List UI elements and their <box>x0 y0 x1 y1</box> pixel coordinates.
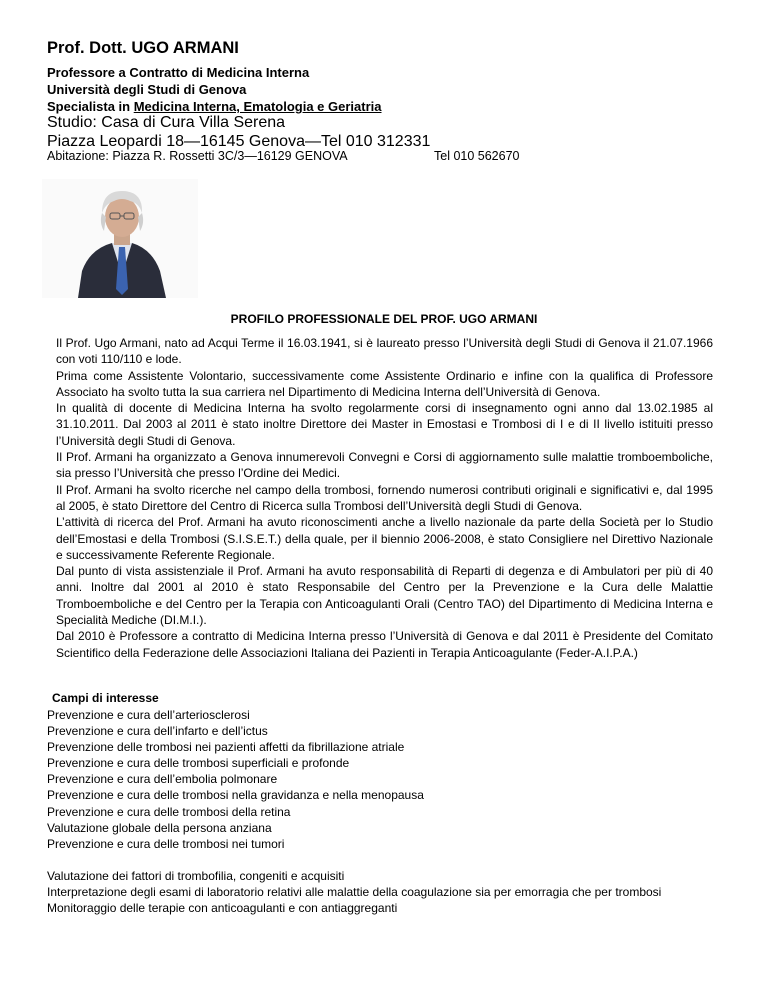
interests-title: Campi di interesse <box>52 691 159 705</box>
profile-paragraph: Il Prof. Armani ha svolto ricerche nel campo della trombosi, fornendo numerosi contributi originali e significativi e, dal 1995 al 2005, è stato Direttore del Centro di Ricerca sulla Trombosi dell’Università degli Studi di Genova. <box>56 482 713 513</box>
profile-paragraph: Prima come Assistente Volontario, successivamente come Assistente Ordinario e infine con la qualifica di Professore Associato ha svolto tutta la sua carriera nel Dipartimento di Medicina Interna dell’Università di Genova. <box>56 368 713 399</box>
list-item: Prevenzione delle trombosi nei pazienti affetti da fibrillazione atriale <box>47 740 405 755</box>
list-item: Monitoraggio delle terapie con anticoagulanti e con antiaggreganti <box>47 901 398 916</box>
specialist-line <box>47 99 382 114</box>
role-line: Professore a Contratto di Medicina Interna <box>47 65 310 80</box>
profile-paragraph: L’attività di ricerca del Prof. Armani ha avuto riconoscimenti anche a livello nazionale da parte della Società per lo Studio dell’Emostasi e della Trombosi (S.I.S.E.T.) della quale, per il biennio 2006-2008, è stato Consigliere nel Direttivo Nazionale e successivamente Referente Regionale. <box>56 515 713 562</box>
specialist-fields: Medicina Interna, Ematologia e Geriatria <box>133 99 382 114</box>
studio-line: Studio: Casa di Cura Villa Serena <box>47 114 286 131</box>
profile-body <box>56 335 713 661</box>
list-item: Prevenzione e cura dell’arteriosclerosi <box>47 708 250 722</box>
profile-paragraph: Dal 2010 è Professore a contratto di Medicina Interna presso l’Università di Genova e dal 2011 è Presidente del Comitato Scientifico della Federazione delle Associazioni Italiana dei Pazienti in Terapia Anticoagulante (Feder-A.I.P.A.) <box>56 629 713 660</box>
portrait-photo <box>42 179 198 298</box>
profile-paragraph: In qualità di docente di Medicina Interna ha svolto regolarmente corsi di insegnamento ogni anno dal 13.02.1985 al 31.10.2011. Dal 2003 al 2011 è stato inoltre Direttore dei Master in Emostasi e Trombosi di I e di II livello istituiti presso l’Università degli Studi di Genova. <box>56 401 713 448</box>
list-item: Prevenzione e cura delle trombosi nei tumori <box>47 836 285 851</box>
list-item: Prevenzione e cura dell’infarto e dell’ictus <box>47 724 268 739</box>
list-item: Interpretazione degli esami di laboratorio relativi alle malattie della coagulazione sia per emorragia che per trombosi <box>47 885 662 900</box>
list-item: Prevenzione e cura delle trombosi della retina <box>47 804 291 819</box>
list-item: Valutazione dei fattori di trombofilia, congeniti e acquisiti <box>47 869 345 883</box>
home-phone: Tel 010 562670 <box>434 149 520 163</box>
profile-paragraph: Il Prof. Ugo Armani, nato ad Acqui Terme il 16.03.1941, si è laureato presso l’Università degli Studi di Genova il 21.07.1966 con voti 110/110 e lode. <box>56 336 713 367</box>
studio-address: Piazza Leopardi 18—16145 Genova—Tel 010 312331 <box>47 133 431 150</box>
specialist-prefix: Specialista in <box>47 99 134 114</box>
doctor-name: Prof. Dott. UGO ARMANI <box>47 39 239 57</box>
list-item: Prevenzione e cura delle trombosi superficiali e profonde <box>47 756 350 771</box>
home-address: Abitazione: Piazza R. Rossetti 3C/3—16129 GENOVA <box>47 149 348 163</box>
interests-list <box>47 707 424 852</box>
profile-paragraph: Dal punto di vista assistenziale il Prof. Armani ha avuto responsabilità di Reparti di degenza e di Ambulatori per più di 40 anni. Inoltre dal 2001 al 2010 è stato Responsabile del Centro per la Prevenzione e la Cura delle Malattie Tromboemboliche e del Centro per la Terapia con Anticoagulanti Orali (Centro TAO) del Dipartimento di Medicina Interna e Specialità Mediche (DI.M.I.). <box>56 564 713 628</box>
portrait-image <box>42 179 198 298</box>
profile-title: PROFILO PROFESSIONALE DEL PROF. UGO ARMANI <box>230 312 538 326</box>
interests-list-secondary <box>47 868 697 916</box>
list-item: Prevenzione e cura delle trombosi nella gravidanza e nella menopausa <box>47 788 424 803</box>
university-line: Università degli Studi di Genova <box>47 82 247 97</box>
list-item: Prevenzione e cura dell’embolia polmonare <box>47 772 278 787</box>
profile-paragraph: Il Prof. Armani ha organizzato a Genova innumerevoli Convegni e Corsi di aggiornamento sulle malattie tromboemboliche, sia presso l’Università che presso l’Ordine dei Medici. <box>56 450 713 481</box>
list-item: Valutazione globale della persona anziana <box>47 820 272 835</box>
